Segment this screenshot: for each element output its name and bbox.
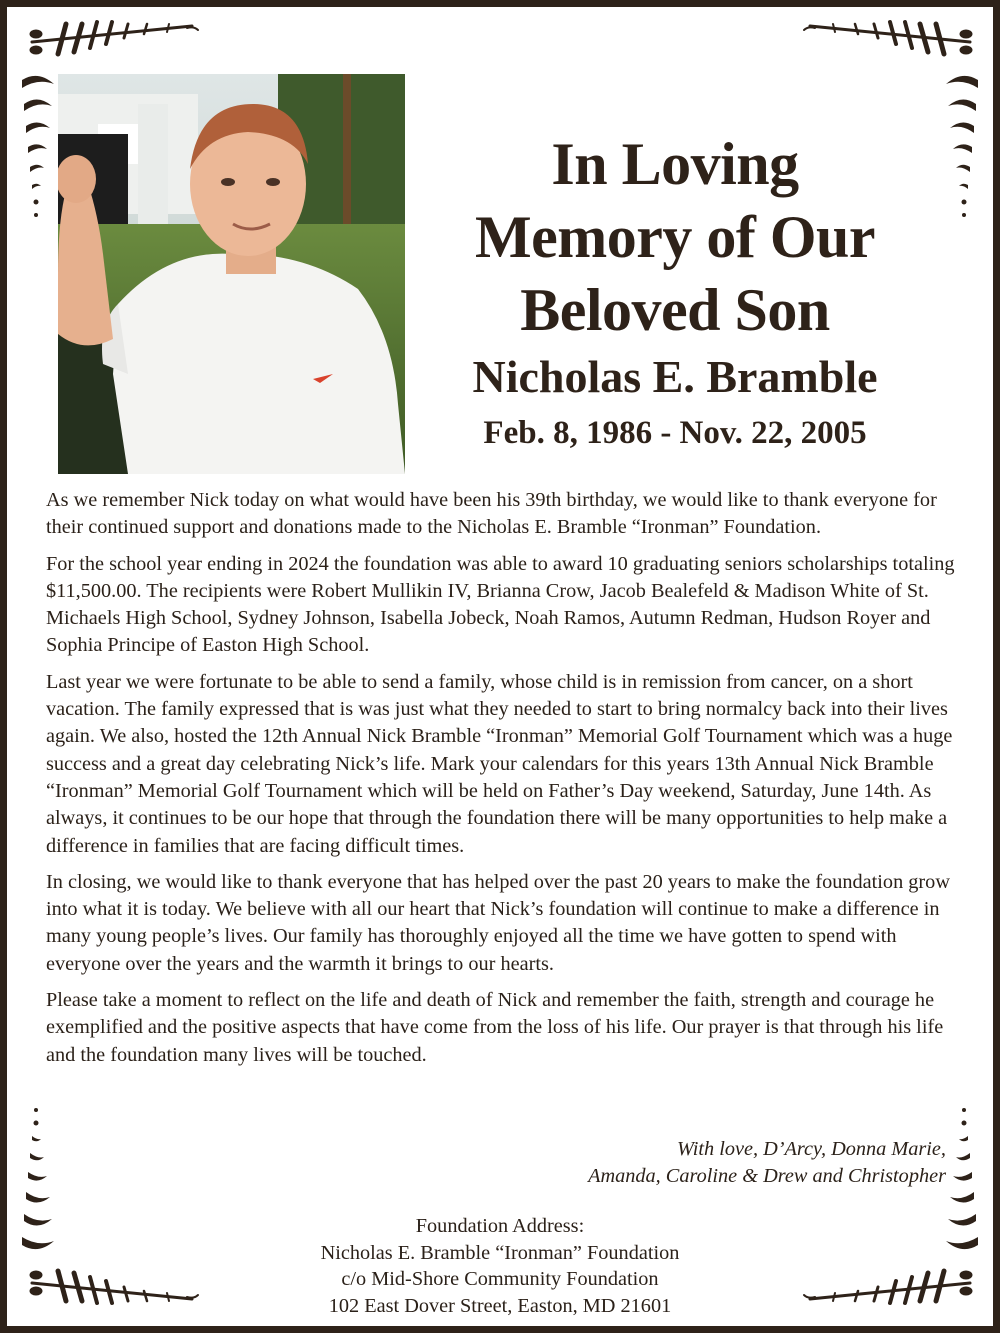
heading-line-1: In Loving: [551, 131, 799, 197]
signoff-line-1: With love, D’Arcy, Donna Marie,: [676, 1138, 946, 1160]
address-line-2: c/o Mid-Shore Community Foundation: [341, 1268, 659, 1290]
address-line-3: 102 East Dover Street, Easton, MD 21601: [328, 1294, 672, 1317]
vine-ornament-bottom-right-icon: [800, 1265, 980, 1313]
paragraph: Last year we were fortunate to be able to send a family, whose child is in remission from cancer, on a short vacation. The family expressed that is was just what they needed to start to bring normalcy back into their lives again. We also, hosted the 12th Annual Nick Bramble “Ironman” Memorial Golf Tournament which was a huge success and a great day celebrating Nick’s life. Mark your calendars for this years 13th Annual Nick Bramble “Ironman” Memorial Golf Tournament which will be held on Father’s Day weekend, Saturday, June 14th. As always, it continues to be our hope that through the foundation there will be many opportunities to help make a difference in families that are facing difficult times.: [46, 670, 953, 857]
deceased-name: Nicholas E. Bramble: [472, 351, 878, 402]
memorial-body: [46, 487, 968, 1078]
family-signoff: [588, 1136, 946, 1190]
foundation-address: [200, 1213, 800, 1319]
address-line-1: Nicholas E. Bramble “Ironman” Foundation: [320, 1241, 680, 1264]
heading-line-3: Beloved Son: [520, 277, 830, 343]
leaf-ornament-right-top-icon: [942, 70, 982, 220]
signoff-line-2: Amanda, Caroline & Drew and Christopher: [588, 1165, 946, 1187]
address-label: Foundation Address:: [415, 1215, 585, 1237]
leaf-ornament-right-bottom-icon: [942, 1105, 982, 1255]
leaf-ornament-left-bottom-icon: [18, 1105, 58, 1255]
portrait-photo-icon: [58, 74, 405, 474]
leaf-ornament-left-top-icon: [18, 70, 58, 220]
memorial-heading: [430, 128, 920, 453]
paragraph: As we remember Nick today on what would have been his 39th birthday, we would like to thank everyone for their continued support and donations made to the Nicholas E. Bramble “Ironman” Foundation.: [46, 489, 937, 539]
life-dates: Feb. 8, 1986 - Nov. 22, 2005: [483, 415, 867, 451]
paragraph: In closing, we would like to thank everyone that has helped over the past 20 years to make the foundation grow into what it is today. We believe with all our heart that Nick’s foundation will continue to make a difference in many young people’s lives. Our family has thoroughly enjoyed all the time we have gotten to spend with everyone over the years and the warmth it brings to our hearts.: [46, 870, 950, 975]
paragraph: For the school year ending in 2024 the foundation was able to award 10 graduating seniors scholarships totaling $11,500.00. The recipients were Robert Mullikin IV, Brianna Crow, Jacob Bealefeld & Madison White of St. Michaels High School, Sydney Johnson, Isabella Jobeck, Noah Ramos, Autumn Redman, Hudson Royer and Sophia Principe of Easton High School.: [46, 552, 955, 657]
vine-ornament-bottom-left-icon: [22, 1265, 202, 1313]
paragraph: Please take a moment to reflect on the life and death of Nick and remember the faith, strength and courage he exemplified and the positive aspects that have come from the loss of his life. Our prayer is that through his life and the foundation many lives will be touched.: [46, 989, 944, 1066]
vine-ornament-top-left-icon: [22, 12, 202, 60]
memorial-photo: [58, 74, 405, 474]
vine-ornament-top-right-icon: [800, 12, 980, 60]
heading-line-2: Memory of Our: [474, 204, 876, 270]
